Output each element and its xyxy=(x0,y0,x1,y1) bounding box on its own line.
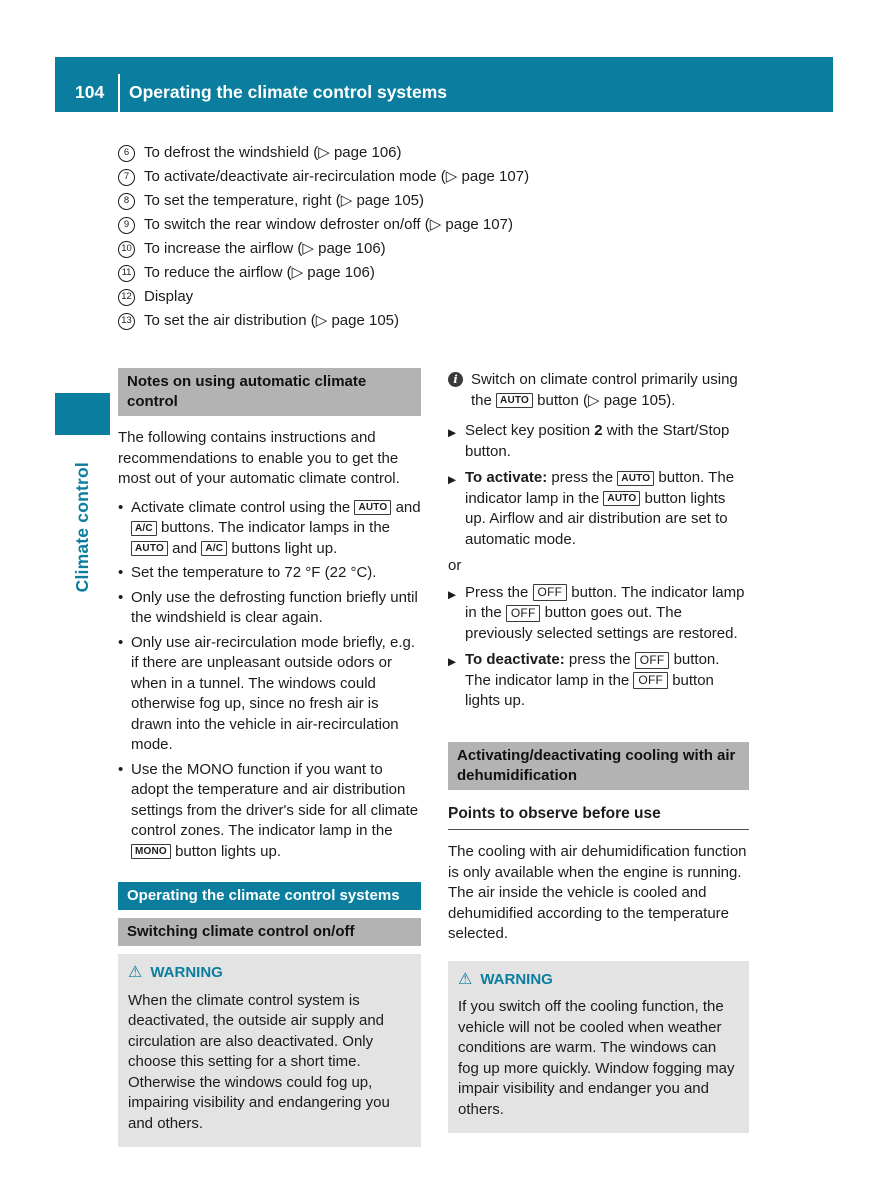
left-column xyxy=(118,368,421,1147)
intro-paragraph: The following contains instructions and recommendations to enable you to get the most out of your automatic climate control. xyxy=(118,429,400,487)
legend-item xyxy=(118,263,798,283)
warning-header xyxy=(458,970,739,991)
item-number-badge: 10 xyxy=(118,241,135,258)
step-arrow-icon: ▶ xyxy=(448,656,457,668)
legend-text: To set the air distribution (▷ page 105) xyxy=(144,312,400,329)
step-text: To deactivate: press the OFF button. The indicator lamp in the OFF button lights up. xyxy=(465,651,720,709)
legend-item xyxy=(118,239,798,259)
bold-text: To deactivate: xyxy=(465,651,565,668)
keycap-auto: AUTO xyxy=(496,393,533,408)
bullet-icon: • xyxy=(118,633,124,651)
legend-text: To reduce the airflow (▷ page 106) xyxy=(144,264,375,281)
legend-text: Display xyxy=(144,288,194,305)
page-header xyxy=(55,57,833,112)
bullet-item xyxy=(118,588,421,629)
bullet-text: Only use air-recirculation mode briefly, e.g. if there are unpleasant outside odors or when in a tunnel. The windows could otherwise fog up, since no fresh air is drawn into the vehicle in air-recirculation mode. xyxy=(131,633,416,753)
keycap-off: OFF xyxy=(533,584,568,601)
step-item xyxy=(448,583,749,645)
step-item xyxy=(448,650,749,712)
legend-item xyxy=(118,191,798,211)
instruction-steps xyxy=(448,421,749,712)
keycap-ac: A/C xyxy=(131,521,157,536)
chapter-tab-marker xyxy=(55,393,110,435)
step-arrow-icon: ▶ xyxy=(448,427,457,439)
item-number-badge: 9 xyxy=(118,217,135,234)
section-heading-cooling: Activating/deactivating cooling with air dehumidification xyxy=(448,742,749,790)
bullet-text: Set the temperature to 72 °F (22 °C). xyxy=(131,564,377,581)
keycap-auto: AUTO xyxy=(354,500,391,515)
legend-item xyxy=(118,167,798,187)
legend-text: To increase the airflow (▷ page 106) xyxy=(144,240,386,257)
legend-text: To switch the rear window defroster on/off (▷ page 107) xyxy=(144,216,513,233)
points-paragraph: The cooling with air dehumidification function is only available when the engine is running. The air inside the vehicle is cooled and dehumidified according to the temperature selected. xyxy=(448,843,747,942)
item-number-badge: 8 xyxy=(118,193,135,210)
warning-header xyxy=(128,963,411,984)
bullet-icon: • xyxy=(118,588,124,606)
item-number-badge: 11 xyxy=(118,265,135,282)
step-text: To activate: press the AUTO button. The indicator lamp in the AUTO button lights up. Airflow and air distribution are set to automatic mode. xyxy=(465,469,735,548)
bullet-item xyxy=(118,760,421,863)
legend-item xyxy=(118,287,798,307)
section-heading-operating: Operating the climate control systems xyxy=(118,882,421,910)
warning-triangle-icon: ⚠ xyxy=(458,970,473,988)
info-text: Switch on climate control primarily using the AUTO button (▷ page 105). xyxy=(471,371,738,409)
bullet-text: Activate climate control using the AUTO and A/C buttons. The indicator lamps in the AUTO and A/C buttons light up. xyxy=(131,498,421,557)
warning-box xyxy=(448,961,749,1134)
bullet-text: Use the MONO function if you want to adopt the temperature and air distribution settings from the driver's side for all climate control zones. The indicator lamp in the MONO button lights up. xyxy=(131,760,419,860)
bullet-icon: • xyxy=(118,564,124,581)
bullet-item xyxy=(118,633,421,756)
bold-text: 2 xyxy=(594,422,603,439)
warning-label: WARNING xyxy=(150,964,223,981)
right-column xyxy=(448,368,749,1133)
warning-text: If you switch off the cooling function, the vehicle will not be cooled when weather conditions are warm. The windows can fog up more quickly. Window fogging may impair visibility and endanger you and others. xyxy=(458,998,735,1118)
page-title: Operating the climate control systems xyxy=(129,82,448,102)
bullet-icon: • xyxy=(118,760,124,778)
notes-bullet-list xyxy=(118,498,421,863)
keycap-off: OFF xyxy=(633,672,668,689)
keycap-off: OFF xyxy=(635,652,670,669)
step-item xyxy=(448,421,749,462)
step-item xyxy=(448,468,749,550)
header-divider xyxy=(118,74,120,112)
keycap-ac: A/C xyxy=(201,541,227,556)
bullet-text: Only use the defrosting function briefly until the windshield is clear again. xyxy=(131,588,418,626)
keycap-off: OFF xyxy=(506,605,541,622)
warning-text: When the climate control system is deactivated, the outside air supply and circulation are also deactivated. Only choose this setting for a short time. Otherwise the windows could fog up, impairing visibility and endangering you and others. xyxy=(128,991,390,1132)
item-number-badge: 12 xyxy=(118,289,135,306)
info-icon: i xyxy=(448,372,463,387)
chapter-sidebar xyxy=(55,438,110,616)
item-number-badge: 7 xyxy=(118,169,135,186)
info-note xyxy=(448,370,749,411)
page-number: 104 xyxy=(75,82,105,102)
bullet-icon: • xyxy=(118,498,124,516)
chapter-label: Climate control xyxy=(72,461,92,593)
bullet-item xyxy=(118,498,421,560)
legend-item xyxy=(118,215,798,235)
warning-label: WARNING xyxy=(480,970,553,988)
warning-box xyxy=(118,954,421,1147)
legend-text: To activate/deactivate air-recirculation mode (▷ page 107) xyxy=(144,168,530,185)
step-arrow-icon: ▶ xyxy=(448,588,457,601)
subsection-heading-switching: Switching climate control on/off xyxy=(118,918,421,946)
legend-list xyxy=(118,143,798,335)
step-arrow-icon: ▶ xyxy=(448,474,457,486)
legend-item xyxy=(118,311,798,331)
keycap-mono: MONO xyxy=(131,844,171,859)
step-text: Select key position 2 with the Start/Stop button. xyxy=(465,422,730,460)
step-text: Press the OFF button. The indicator lamp in the OFF button goes out. The previously selected settings are restored. xyxy=(465,583,745,642)
warning-triangle-icon: ⚠ xyxy=(128,964,143,982)
or-connector: or xyxy=(448,557,462,574)
legend-item xyxy=(118,143,798,163)
keycap-auto: AUTO xyxy=(617,471,654,486)
subsection-heading-points: Points to observe before use xyxy=(448,804,749,831)
bold-text: To activate: xyxy=(465,469,548,486)
section-heading-notes: Notes on using automatic climate control xyxy=(118,368,421,416)
keycap-auto: AUTO xyxy=(131,541,168,556)
item-number-badge: 13 xyxy=(118,313,135,330)
keycap-auto: AUTO xyxy=(603,491,640,506)
legend-text: To set the temperature, right (▷ page 105) xyxy=(144,192,425,209)
legend-text: To defrost the windshield (▷ page 106) xyxy=(144,144,402,161)
item-number-badge: 6 xyxy=(118,145,135,162)
bullet-item xyxy=(118,563,421,584)
